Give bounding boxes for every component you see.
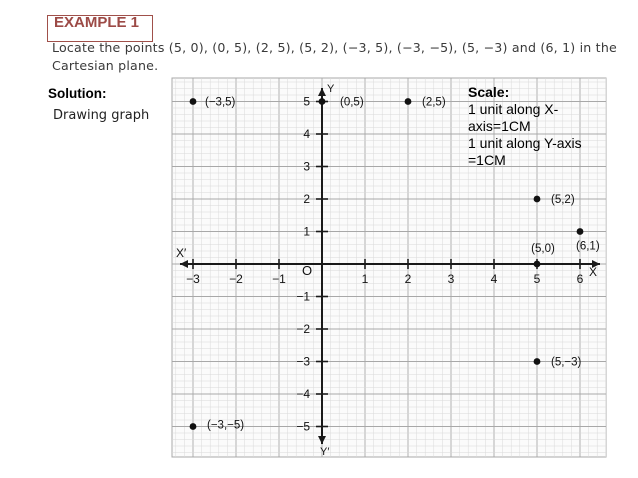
example-label: EXAMPLE 1 — [54, 14, 140, 31]
y-tick-label: −1 — [296, 289, 310, 304]
data-point — [405, 98, 412, 105]
y-tick-label: 2 — [303, 192, 310, 206]
scale-note — [468, 84, 608, 169]
x-tick-label: 3 — [447, 272, 455, 286]
x-tick-label: −2 — [229, 272, 243, 286]
scale-y-line: 1 unit along Y-axis =1CM — [468, 135, 582, 168]
y-tick-label: −3 — [296, 354, 310, 369]
problem-statement: Locate the points (5, 0), (0, 5), (2, 5), (5, 2), (−3, 5), (−3, −5), (5, −3) and (6, 1) in the Cartesian plane. — [52, 40, 617, 73]
x-tick-label: 4 — [490, 272, 498, 286]
data-point-label: (5,−3) — [551, 356, 582, 369]
data-point — [577, 228, 584, 235]
x-tick-label: −1 — [272, 272, 286, 286]
y-axis-label: Y — [327, 83, 335, 95]
data-point-label: (−3,−5) — [207, 419, 245, 432]
x-tick-label: 2 — [404, 272, 412, 286]
y-tick-label: 1 — [303, 224, 310, 239]
origin-label: O — [302, 263, 313, 278]
data-point-label: (−3,5) — [205, 96, 236, 109]
data-point — [534, 261, 541, 268]
data-point-label: (6,1) — [576, 240, 600, 253]
x-tick-label: 1 — [361, 272, 369, 286]
data-point — [534, 358, 541, 365]
data-point — [190, 423, 197, 430]
y-tick-label: −2 — [296, 322, 310, 336]
x-neg-axis-label: X′ — [176, 246, 187, 260]
x-tick-label: 5 — [533, 272, 541, 286]
scale-x-line: 1 unit along X-axis=1CM — [468, 101, 559, 134]
y-tick-label: −4 — [296, 387, 310, 401]
data-point — [190, 98, 197, 105]
x-tick-label: 6 — [576, 272, 584, 286]
solution-label: Solution: — [48, 86, 107, 101]
x-tick-label: −3 — [186, 272, 200, 286]
data-point-label: (0,5) — [340, 96, 364, 109]
data-point — [534, 196, 541, 203]
y-neg-axis-label: Y′ — [320, 446, 330, 458]
y-tick-label: 3 — [303, 159, 310, 174]
y-tick-label: 4 — [303, 127, 310, 141]
y-tick-label: −5 — [296, 419, 310, 434]
data-point-label: (2,5) — [422, 96, 446, 109]
y-tick-label: 5 — [303, 94, 310, 109]
data-point-label: (5,0) — [531, 243, 555, 255]
data-point-label: (5,2) — [551, 194, 575, 206]
scale-title: Scale: — [468, 84, 510, 100]
drawing-graph-label: Drawing graph — [53, 108, 150, 123]
data-point — [319, 98, 326, 105]
x-axis-label: X — [589, 265, 598, 279]
